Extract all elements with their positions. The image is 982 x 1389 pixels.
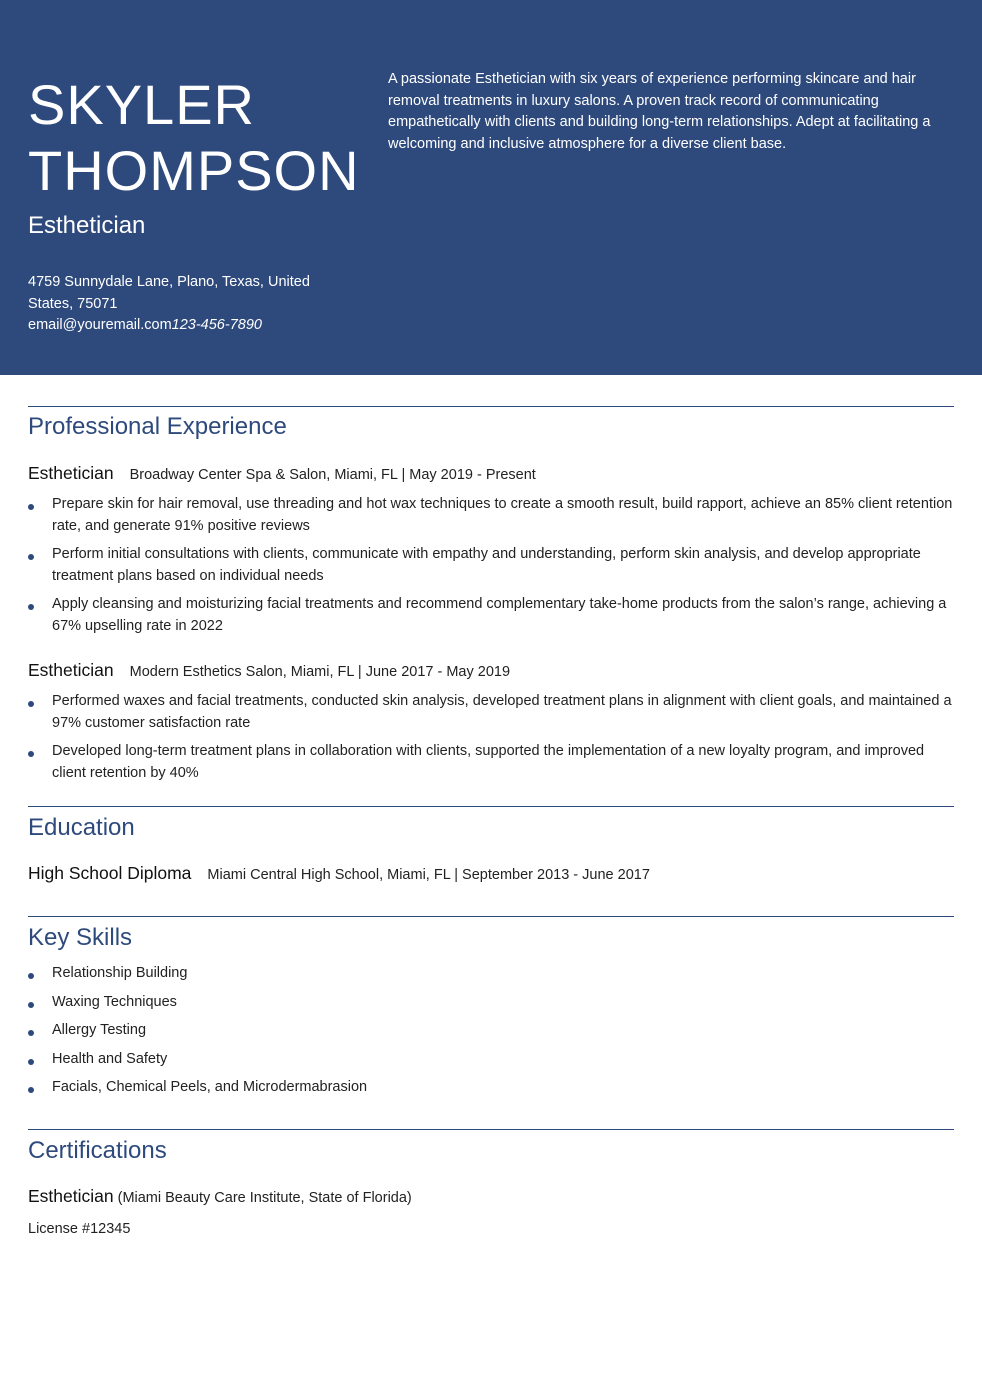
list-item: Apply cleansing and moisturizing facial treatments and recommend complementary take-home products from the salon’s range, achieving a 67% upselling rate in 2022 xyxy=(28,594,954,637)
bullet-icon xyxy=(28,554,34,560)
certification-entry xyxy=(28,1185,954,1209)
list-item: Perform initial consultations with clients, communicate with empathy and understanding, perform skin analysis, and develop appropriate treatment plans based on individual needs xyxy=(28,544,954,587)
job-meta: Modern Esthetics Salon, Miami, FL | June 2017 - May 2019 xyxy=(129,664,511,680)
bullet-icon xyxy=(28,751,34,757)
bullet-icon xyxy=(28,1087,34,1093)
list-item: Allergy Testing xyxy=(28,1020,954,1042)
bullet-icon xyxy=(28,1030,34,1036)
phone-number: 123-456-7890 xyxy=(171,317,262,333)
job-bullets xyxy=(28,691,954,784)
list-item: Facials, Chemical Peels, and Microdermabrasion xyxy=(28,1077,954,1099)
certification-name: Esthetician xyxy=(28,1186,114,1206)
list-item: Prepare skin for hair removal, use threading and hot wax techniques to create a smooth result, build rapport, achieve an 85% client retention rate, and generate 91% positive reviews xyxy=(28,494,954,537)
job-heading xyxy=(28,659,954,683)
candidate-name xyxy=(28,72,360,204)
section-title-skills: Key Skills xyxy=(28,924,133,951)
list-item: Developed long-term treatment plans in collaboration with clients, supported the implementation of a new loyalty program, and improved client retention by 40% xyxy=(28,741,954,784)
section-title-education: Education xyxy=(28,814,135,841)
bullet-icon xyxy=(28,701,34,707)
last-name: THOMPSON xyxy=(28,139,360,202)
education-entry xyxy=(28,862,954,886)
education-meta: Miami Central High School, Miami, FL | September 2013 - June 2017 xyxy=(207,867,650,883)
list-item: Relationship Building xyxy=(28,963,954,985)
license-number: License #12345 xyxy=(28,1221,131,1237)
list-item: Health and Safety xyxy=(28,1049,954,1071)
certifications-section xyxy=(28,1129,954,1241)
email-link[interactable]: email@youremail.com xyxy=(28,317,172,333)
bullet-icon xyxy=(28,504,34,510)
job-bullets xyxy=(28,494,954,637)
job-entry xyxy=(28,462,954,637)
degree-name: High School Diploma xyxy=(28,863,192,883)
bullet-icon xyxy=(28,973,34,979)
first-name: SKYLER xyxy=(28,73,255,136)
job-title: Esthetician xyxy=(28,212,146,239)
list-item: Performed waxes and facial treatments, conducted skin analysis, developed treatment plans in alignment with client goals, and maintained a 97% customer satisfaction rate xyxy=(28,691,954,734)
bullet-icon xyxy=(28,1002,34,1008)
skills-list xyxy=(28,963,954,1099)
job-meta: Broadway Center Spa & Salon, Miami, FL | May 2019 - Present xyxy=(129,467,536,483)
section-title-experience: Professional Experience xyxy=(28,413,287,440)
skills-section xyxy=(28,916,954,1099)
section-title-certifications: Certifications xyxy=(28,1137,167,1164)
list-item: Waxing Techniques xyxy=(28,992,954,1014)
email-phone-line xyxy=(28,315,328,337)
job-role: Esthetician xyxy=(28,463,114,483)
address-line-2: States, 75071 xyxy=(28,295,118,312)
professional-summary: A passionate Esthetician with six years of experience performing skincare and hair removal treatments in luxury salons. A proven track record of communicating empathetically with clients and building long-term relationships. Adept at facilitating a welcoming and inclusive atmosphere for a diverse client base. xyxy=(388,71,931,152)
bullet-icon xyxy=(28,1059,34,1065)
job-entry xyxy=(28,659,954,784)
education-section xyxy=(28,806,954,886)
job-role: Esthetician xyxy=(28,660,114,680)
resume-header xyxy=(0,0,982,375)
bullet-icon xyxy=(28,604,34,610)
address-line-1: 4759 Sunnydale Lane, Plano, Texas, United xyxy=(28,274,310,290)
job-heading xyxy=(28,462,954,486)
certification-issuer: (Miami Beauty Care Institute, State of Florida) xyxy=(117,1190,412,1206)
experience-section xyxy=(28,406,954,784)
contact-info xyxy=(28,272,328,337)
